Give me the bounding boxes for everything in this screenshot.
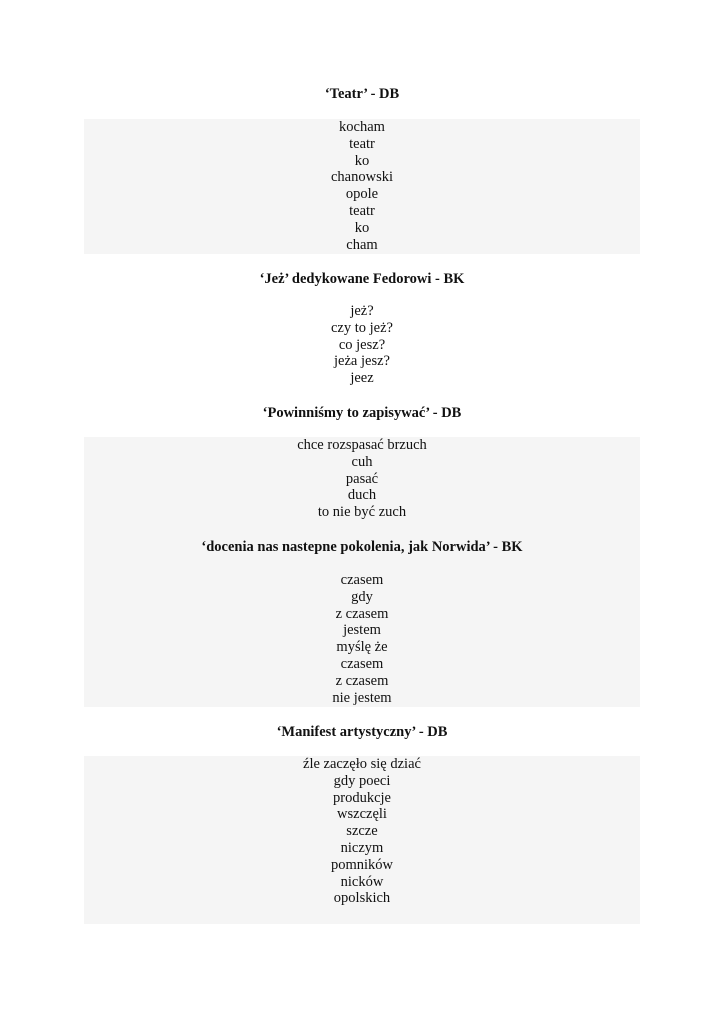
poem-line: jeż? (350, 303, 374, 319)
poem-line: czasem (340, 572, 384, 588)
poem-title: ‘docenia nas nastepne pokolenia, jak Norwida’ - BK (201, 539, 523, 555)
poem-line: czy to jeż? (331, 319, 393, 336)
poem-line: chce rozspasać brzuch (297, 437, 427, 453)
poem-line: jeża jesz? (334, 353, 390, 370)
poem-body (84, 756, 640, 924)
poem-line: niczym (340, 839, 384, 856)
poem-line: myślę że (336, 639, 388, 656)
poem-title: ‘Powinniśmy to zapisywać’ - DB (262, 405, 462, 421)
poem-line: pasać (345, 470, 379, 487)
poem-line: chanowski (330, 169, 393, 186)
poem-line: co jesz? (338, 336, 386, 353)
poem-line: teatr (349, 135, 375, 152)
poem-line: nicków (340, 873, 384, 890)
poem-line: wszczęli (337, 806, 387, 823)
poem-line: nie jestem (332, 689, 392, 706)
poem-line: opolskich (333, 890, 391, 907)
poem-line: źle zaczęło się dziać (303, 756, 421, 772)
poem-line: z czasem (335, 672, 389, 689)
poem-line: cuh (351, 453, 373, 470)
poem-line: opole (345, 186, 379, 203)
poem-line: szcze (346, 823, 378, 840)
poem-line: cham (346, 236, 378, 253)
poem-body (84, 119, 640, 254)
poem-line: z czasem (335, 605, 389, 622)
poem-line: gdy poeci (333, 772, 391, 789)
poem-line: jestem (343, 622, 381, 639)
poem-line: to nie być zuch (317, 504, 407, 521)
poem-title: ‘Manifest artystyczny’ - DB (276, 724, 448, 740)
poem-line: teatr (349, 202, 375, 219)
poem-line: kocham (339, 119, 385, 135)
poem-line: ko (354, 219, 370, 236)
poem-body (84, 437, 640, 521)
poem-body (84, 572, 640, 706)
poem-body (84, 303, 640, 387)
poem-line: duch (347, 487, 377, 504)
poem-line: jeez (350, 370, 374, 387)
poem-line: ko (354, 152, 370, 169)
poem-line: pomników (330, 856, 394, 873)
poem-line: czasem (340, 655, 384, 672)
poem-title: ‘Teatr’ - DB (324, 86, 400, 102)
poem-line: produkcje (333, 789, 391, 806)
poem-title: ‘Jeż’ dedykowane Fedorowi - BK (259, 271, 465, 287)
poem-line: gdy (351, 588, 373, 605)
